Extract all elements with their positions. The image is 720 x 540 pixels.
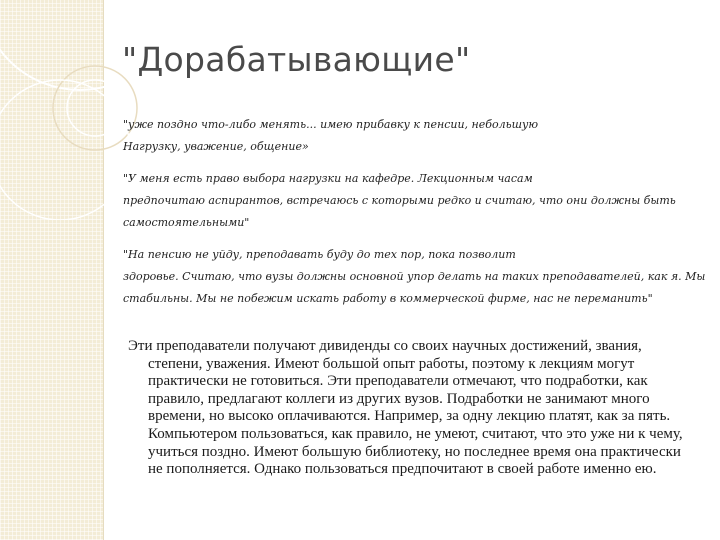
quote-line: предпочитаю аспирантов, встречаюсь с которыми редко и считаю, что они должны быть — [123, 194, 676, 207]
slide-title: "Дорабатывающие" — [122, 40, 471, 79]
summary-line: учиться поздно. Имеют большую библиотеку, но последнее время она практически — [148, 443, 681, 460]
summary-paragraph — [128, 338, 713, 479]
quote-line: Нагрузку, уважение, общение» — [123, 140, 309, 153]
summary-line: правило, предлагают коллеги из других вузов. Подработки не занимают много — [148, 390, 650, 407]
quote-line: стабильны. Мы не побежим искать работу в коммерческой фирме, нас не переманить" — [123, 292, 653, 305]
summary-line: степени, уважения. Имеют большой опыт работы, поэтому к лекциям могут — [148, 355, 635, 372]
quote-line: "У меня есть право выбора нагрузки на кафедре. Лекционным часам — [123, 172, 533, 185]
quote-line: самостоятельными" — [123, 216, 250, 229]
decorative-sidebar — [0, 0, 104, 540]
summary-line: Компьютером пользоваться, как правило, не умеют, считают, что это уже ни к чему, — [148, 425, 683, 442]
quote-line: здоровье. Считаю, что вузы должны основной упор делать на таких преподавателей, как я. Мы — [123, 270, 706, 283]
summary-line: практически не готовиться. Эти преподаватели отмечают, что подработки, как — [148, 373, 648, 390]
summary-line: не пополняется. Однако пользоваться предпочитают в своей работе именно ею. — [148, 461, 657, 478]
quote-line: "На пенсию не уйду, преподавать буду до тех пор, пока позволит — [123, 248, 516, 261]
summary-line: Эти преподаватели получают дивиденды со своих научных достижений, звания, — [128, 338, 642, 354]
quotes-block — [123, 114, 708, 310]
summary-line: времени, но высоко оплачиваются. Например, за одну лекцию платят, как за пять. — [148, 408, 671, 425]
quote-line: "уже поздно что-либо менять... имею прибавку к пенсии, небольшую — [123, 118, 539, 131]
